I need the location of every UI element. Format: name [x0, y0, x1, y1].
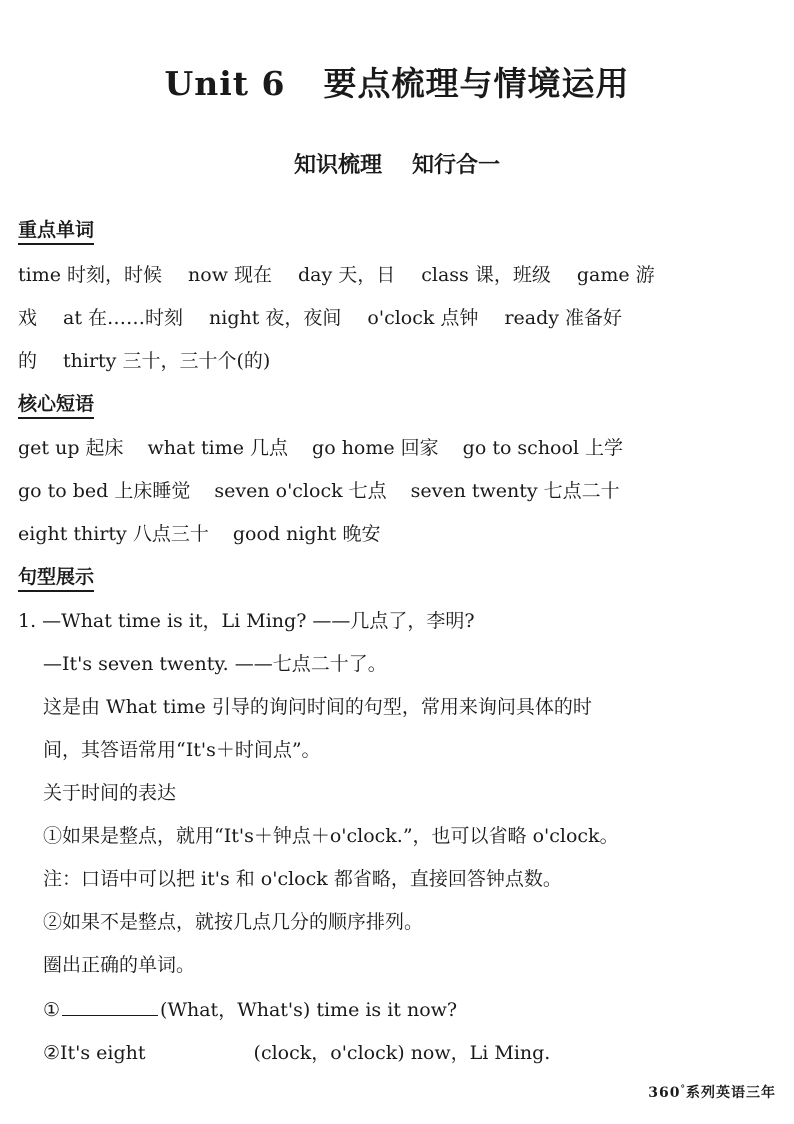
word-item: day 天，日: [298, 264, 396, 286]
word-item: night 夜，夜间: [209, 307, 342, 329]
sentence-patterns-heading: 句型展示: [18, 565, 94, 592]
rule-whole-hour: ①如果是整点，就用“It's＋钟点＋o'clock.”，也可以省略 o'clock。: [43, 825, 619, 847]
key-words-heading: 重点单词: [18, 218, 94, 245]
exercise-item-1: [43, 997, 457, 1023]
key-words-line-1: [18, 262, 655, 288]
rule-not-whole-hour: ②如果不是整点，就按几点几分的顺序排列。: [43, 911, 424, 933]
page-title: [0, 58, 794, 105]
word-item: ready 准备好: [504, 307, 623, 329]
phrase-item: seven twenty 七点二十: [410, 480, 620, 502]
phrases-line-3: [18, 521, 380, 547]
phrase-item: seven o'clock 七点: [214, 480, 387, 502]
word-item: time 时刻，时候: [18, 264, 163, 286]
section-subtitle: [0, 148, 794, 179]
word-item: thirty 三十，三十个(的): [63, 350, 271, 372]
phrase-item: get up 起床: [18, 437, 124, 459]
word-item: class 课，班级: [421, 264, 551, 286]
core-phrases-heading: 核心短语: [18, 392, 94, 419]
dialogue-answer: —It's seven twenty. ——七点二十了。: [43, 653, 387, 675]
footer-text: 系列英语三年: [686, 1085, 776, 1101]
answer-blank[interactable]: [62, 997, 158, 1016]
subtitle-right: 知行合一: [412, 152, 501, 178]
exercise-text: (What，What's) time is it now?: [160, 999, 458, 1021]
explanation-line-1: 这是由 What time 引导的询问时间的句型，常用来询问具体的时: [43, 696, 592, 718]
word-item: 戏: [18, 307, 38, 329]
unit-number: Unit 6: [164, 64, 286, 103]
phrase-item: what time 几点: [147, 437, 289, 459]
word-item: o'clock 点钟: [367, 307, 479, 329]
exercise-instruction: 圈出正确的单词。: [43, 954, 196, 976]
phrase-item: eight thirty 八点三十: [18, 523, 209, 545]
word-item: 的: [18, 350, 38, 372]
word-item: game 游: [576, 264, 655, 286]
time-expression-heading: 关于时间的表达: [43, 782, 177, 804]
phrase-item: go to bed 上床睡觉: [18, 480, 191, 502]
rule-note: 注：口语中可以把 it's 和 o'clock 都省略，直接回答钟点数。: [43, 868, 562, 890]
subtitle-left: 知识梳理: [293, 152, 382, 178]
phrase-item: go to school 上学: [462, 437, 624, 459]
word-item: at 在……时刻: [63, 307, 184, 329]
key-words-line-3: [18, 348, 270, 374]
word-item: now 现在: [188, 264, 272, 286]
phrases-line-2: [18, 478, 620, 504]
phrase-item: good night 晚安: [232, 523, 381, 545]
footer-degree: °: [680, 1084, 686, 1095]
footer-number: 360: [648, 1085, 681, 1101]
exercise-text: ②It's eight: [43, 1042, 146, 1064]
exercise-text: (clock，o'clock) now，Li Ming.: [253, 1042, 551, 1064]
exercise-number: ①: [43, 999, 61, 1021]
series-footer: [648, 1082, 776, 1102]
dialogue-question: 1. —What time is it，Li Ming? ——几点了，李明?: [18, 610, 475, 632]
phrase-item: go home 回家: [312, 437, 439, 459]
key-words-line-2: [18, 305, 622, 331]
exercise-item-2: [43, 1040, 550, 1066]
explanation-line-2: 间，其答语常用“It's＋时间点”。: [43, 739, 321, 761]
phrases-line-1: [18, 435, 623, 461]
unit-topic: 要点梳理与情境运用: [323, 64, 630, 103]
